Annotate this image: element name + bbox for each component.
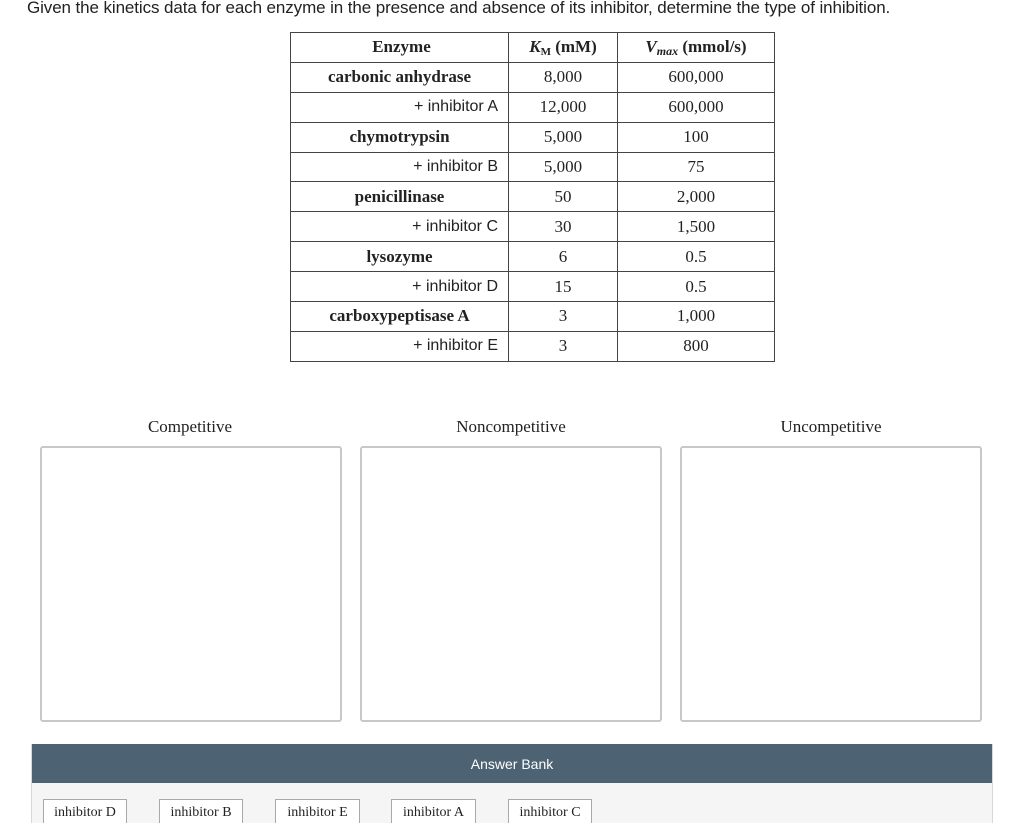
table-row [291,122,775,152]
enzyme-name: penicillinase [291,182,509,212]
vmax-value: 1,000 [618,302,775,332]
table-header-row [291,33,775,63]
competitive-drop-zone[interactable] [40,446,342,722]
answer-chip-inhibitor-e[interactable]: inhibitor E [275,799,360,823]
table-row [291,182,775,212]
table-row [291,212,775,242]
vmax-symbol: Vmax [645,37,679,59]
answer-bank-title: Answer Bank [32,744,992,783]
uncompetitive-drop-zone[interactable] [680,446,982,722]
answer-chip-inhibitor-b[interactable]: inhibitor B [159,799,243,823]
km-value: 50 [509,182,618,212]
km-value: 12,000 [509,92,618,122]
table-row [291,152,775,182]
km-value: 5,000 [509,122,618,152]
inhibitor-name: + inhibitor B [291,152,509,182]
table-row [291,272,775,302]
km-value: 30 [509,212,618,242]
header-km: KM (mM) [509,33,618,63]
table-row [291,242,775,272]
enzyme-name: chymotrypsin [291,122,509,152]
vmax-value: 600,000 [618,92,775,122]
km-value: 6 [509,242,618,272]
inhibitor-name: + inhibitor E [291,331,509,361]
kinetics-table [290,32,775,362]
vmax-value: 0.5 [618,242,775,272]
km-value: 5,000 [509,152,618,182]
enzyme-name: carbonic anhydrase [291,62,509,92]
km-value: 3 [509,331,618,361]
inhibitor-name: + inhibitor C [291,212,509,242]
question-prompt: Given the kinetics data for each enzyme in the presence and absence of its inhibitor, determine the type of inhibition. [27,0,891,17]
table-row [291,302,775,332]
vmax-value: 75 [618,152,775,182]
table-row [291,62,775,92]
header-enzyme: Enzyme [291,33,509,63]
table-row [291,331,775,361]
answer-chip-inhibitor-c[interactable]: inhibitor C [508,799,592,823]
vmax-value: 100 [618,122,775,152]
enzyme-name: carboxypeptisase A [291,302,509,332]
table-row [291,92,775,122]
competitive-label: Competitive [147,417,233,436]
enzyme-name: lysozyme [291,242,509,272]
answer-chip-inhibitor-a[interactable]: inhibitor A [391,799,476,823]
noncompetitive-label: Noncompetitive [456,417,566,436]
km-value: 3 [509,302,618,332]
km-value: 8,000 [509,62,618,92]
vmax-value: 2,000 [618,182,775,212]
vmax-value: 800 [618,331,775,361]
answer-chip-inhibitor-d[interactable]: inhibitor D [43,799,127,823]
km-symbol: KM [529,37,551,59]
inhibitor-name: + inhibitor A [291,92,509,122]
vmax-value: 0.5 [618,272,775,302]
uncompetitive-label: Uncompetitive [780,417,882,436]
vmax-value: 1,500 [618,212,775,242]
noncompetitive-drop-zone[interactable] [360,446,662,722]
inhibitor-name: + inhibitor D [291,272,509,302]
vmax-value: 600,000 [618,62,775,92]
km-value: 15 [509,272,618,302]
header-vmax: Vmax (mmol/s) [618,33,775,63]
